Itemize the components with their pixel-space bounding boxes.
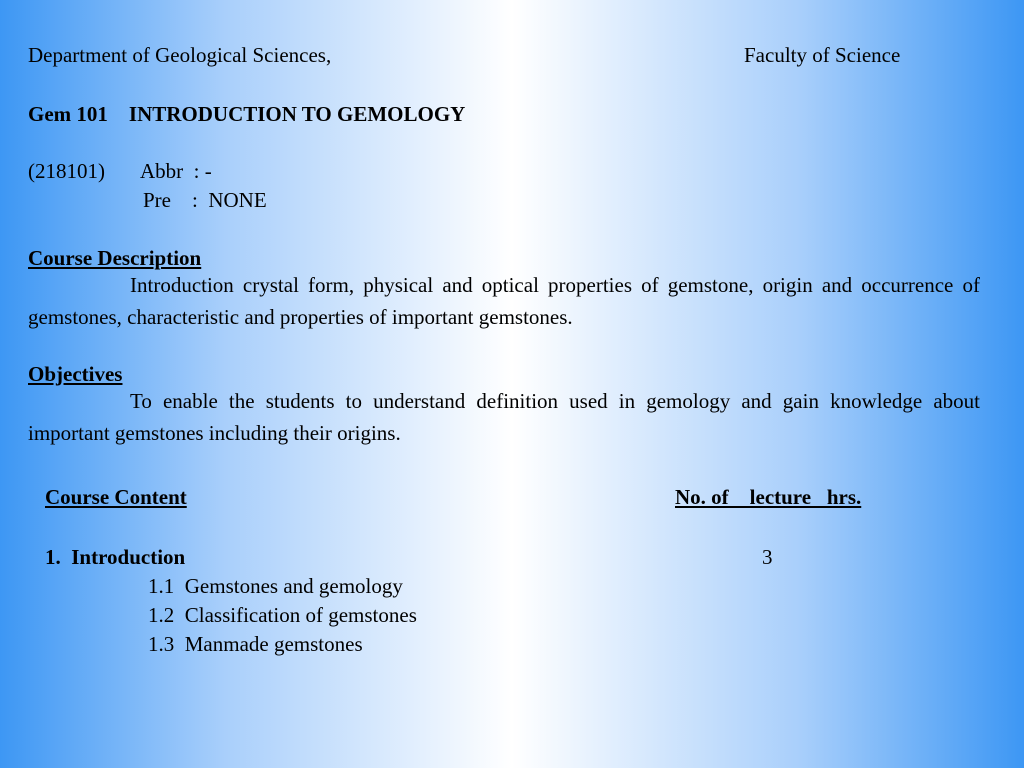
section-item: 1.1 Gemstones and gemology <box>148 574 403 598</box>
course-title: Gem 101 INTRODUCTION TO GEMOLOGY <box>28 102 466 126</box>
course-abbr: Abbr : - <box>140 159 212 183</box>
course-content-heading: Course Content <box>45 485 187 509</box>
lecture-hours-heading: No. of lecture hrs. <box>675 485 862 509</box>
course-description-text: Introduction crystal form, physical and optical properties of gemstone, origin and occurrence of gemstones, characteristic and properties of important gemstones. <box>28 273 980 329</box>
section-title: 1. Introduction <box>45 545 186 569</box>
objectives-heading: Objectives <box>28 362 123 386</box>
objectives-text: To enable the students to understand definition used in gemology and gain knowledge about important gemstones including their origins. <box>28 389 980 445</box>
section-item: 1.2 Classification of gemstones <box>148 603 417 627</box>
section-item: 1.3 Manmade gemstones <box>148 632 363 656</box>
faculty-name: Faculty of Science <box>744 43 901 67</box>
department-name: Department of Geological Sciences, <box>28 43 332 67</box>
course-prerequisite: Pre : NONE <box>143 188 267 212</box>
section-hours: 3 <box>762 545 773 569</box>
course-description-heading: Course Description <box>28 246 202 270</box>
course-code: (218101) <box>28 159 105 183</box>
